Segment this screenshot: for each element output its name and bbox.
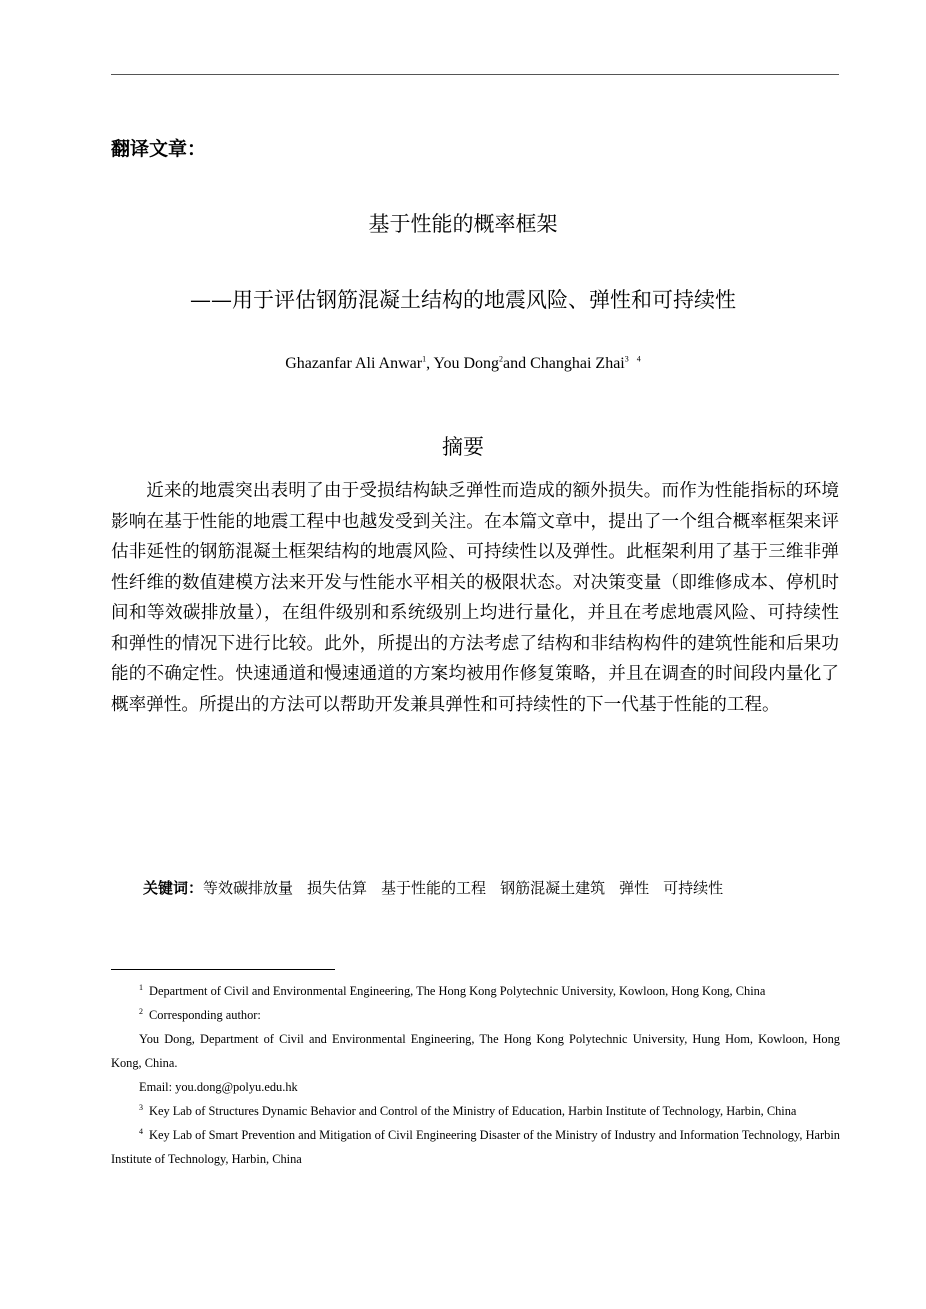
footnote <box>111 1027 840 1075</box>
footnote <box>111 979 840 1003</box>
footnote-mark: 3 <box>139 1102 143 1112</box>
footnote-text: Key Lab of Smart Prevention and Mitigation of Civil Engineering Disaster of the Ministry of Industry and Information Technology, Harbin Institute of Technology, Harbin, China <box>111 1128 840 1166</box>
header-rule <box>111 74 839 75</box>
footnote <box>111 1099 840 1123</box>
footnotes <box>111 979 840 1171</box>
paper-subtitle: ——用于评估钢筋混凝土结构的地震风险、弹性和可持续性 <box>190 288 736 312</box>
footnote <box>111 1075 840 1099</box>
keywords-label: 关键词： <box>143 879 204 897</box>
keyword: 基于性能的工程 <box>381 879 487 897</box>
author-line <box>0 355 926 373</box>
footnote-mark: 4 <box>139 1126 143 1136</box>
footnote-text: Corresponding author: <box>149 1008 261 1022</box>
affiliation-mark: 2 <box>499 354 503 364</box>
keywords-line <box>143 877 737 898</box>
affiliation-mark: 3 <box>624 354 629 364</box>
footnote <box>111 1003 840 1027</box>
footnote-mark: 1 <box>139 982 143 992</box>
affiliation-mark: 1 <box>422 354 427 364</box>
affiliation-mark: 4 <box>636 354 641 364</box>
footnote-text: Department of Civil and Environmental Engineering, The Hong Kong Polytechnic University, Kowloon, Hong Kong, China <box>149 984 766 998</box>
author-name: Changhai Zhai <box>530 355 625 372</box>
author-name: You Dong <box>433 355 499 372</box>
keyword: 损失估算 <box>307 879 368 897</box>
keyword: 可持续性 <box>663 879 724 897</box>
abstract-body: 近来的地震突出表明了由于受损结构缺乏弹性而造成的额外损失。而作为性能指标的环境影响在基于性能的地震工程中也越发受到关注。在本篇文章中，提出了一个组合概率框架来评估非延性的钢筋混凝土框架结构的地震风险、可持续性以及弹性。此框架利用了基于三维非弹性纤维的数值建模方法来开发与性能水平相关的极限状态。对决策变量（即维修成本、停机时间和等效碳排放量），在组件级别和系统级别上均进行量化，并且在考虑地震风险、可持续性和弹性的情况下进行比较。此外，所提出的方法考虑了结构和非结构构件的建筑性能和后果功能的不确定性。快速通道和慢速通道的方案均被用作修复策略，并且在调查的时间段内量化了概率弹性。所提出的方法可以帮助开发兼具弹性和可持续性的下一代基于性能的工程。 <box>111 481 839 715</box>
keyword: 钢筋混凝土建筑 <box>500 879 606 897</box>
footnote-rule <box>111 969 335 970</box>
author-separator: and <box>503 355 531 372</box>
section-label: 翻译文章： <box>111 138 207 160</box>
footnote <box>111 1123 840 1171</box>
footnote-email[interactable]: Email: you.dong@polyu.edu.hk <box>139 1080 298 1094</box>
abstract-heading: 摘要 <box>442 435 484 459</box>
author-name: Ghazanfar Ali Anwar <box>285 355 423 372</box>
footnote-text: You Dong, Department of Civil and Environmental Engineering, The Hong Kong Polytechnic University, Hung Hom, Kowloon, Hong Kong, China. <box>111 1032 840 1070</box>
paper-title: 基于性能的概率框架 <box>368 212 558 236</box>
author-separator: , <box>426 355 434 372</box>
keyword: 弹性 <box>619 879 650 897</box>
footnote-text: Key Lab of Structures Dynamic Behavior and Control of the Ministry of Education, Harbin Institute of Technology, Harbin, China <box>149 1104 797 1118</box>
keyword: 等效碳排放量 <box>203 879 294 897</box>
footnote-mark: 2 <box>139 1006 143 1016</box>
